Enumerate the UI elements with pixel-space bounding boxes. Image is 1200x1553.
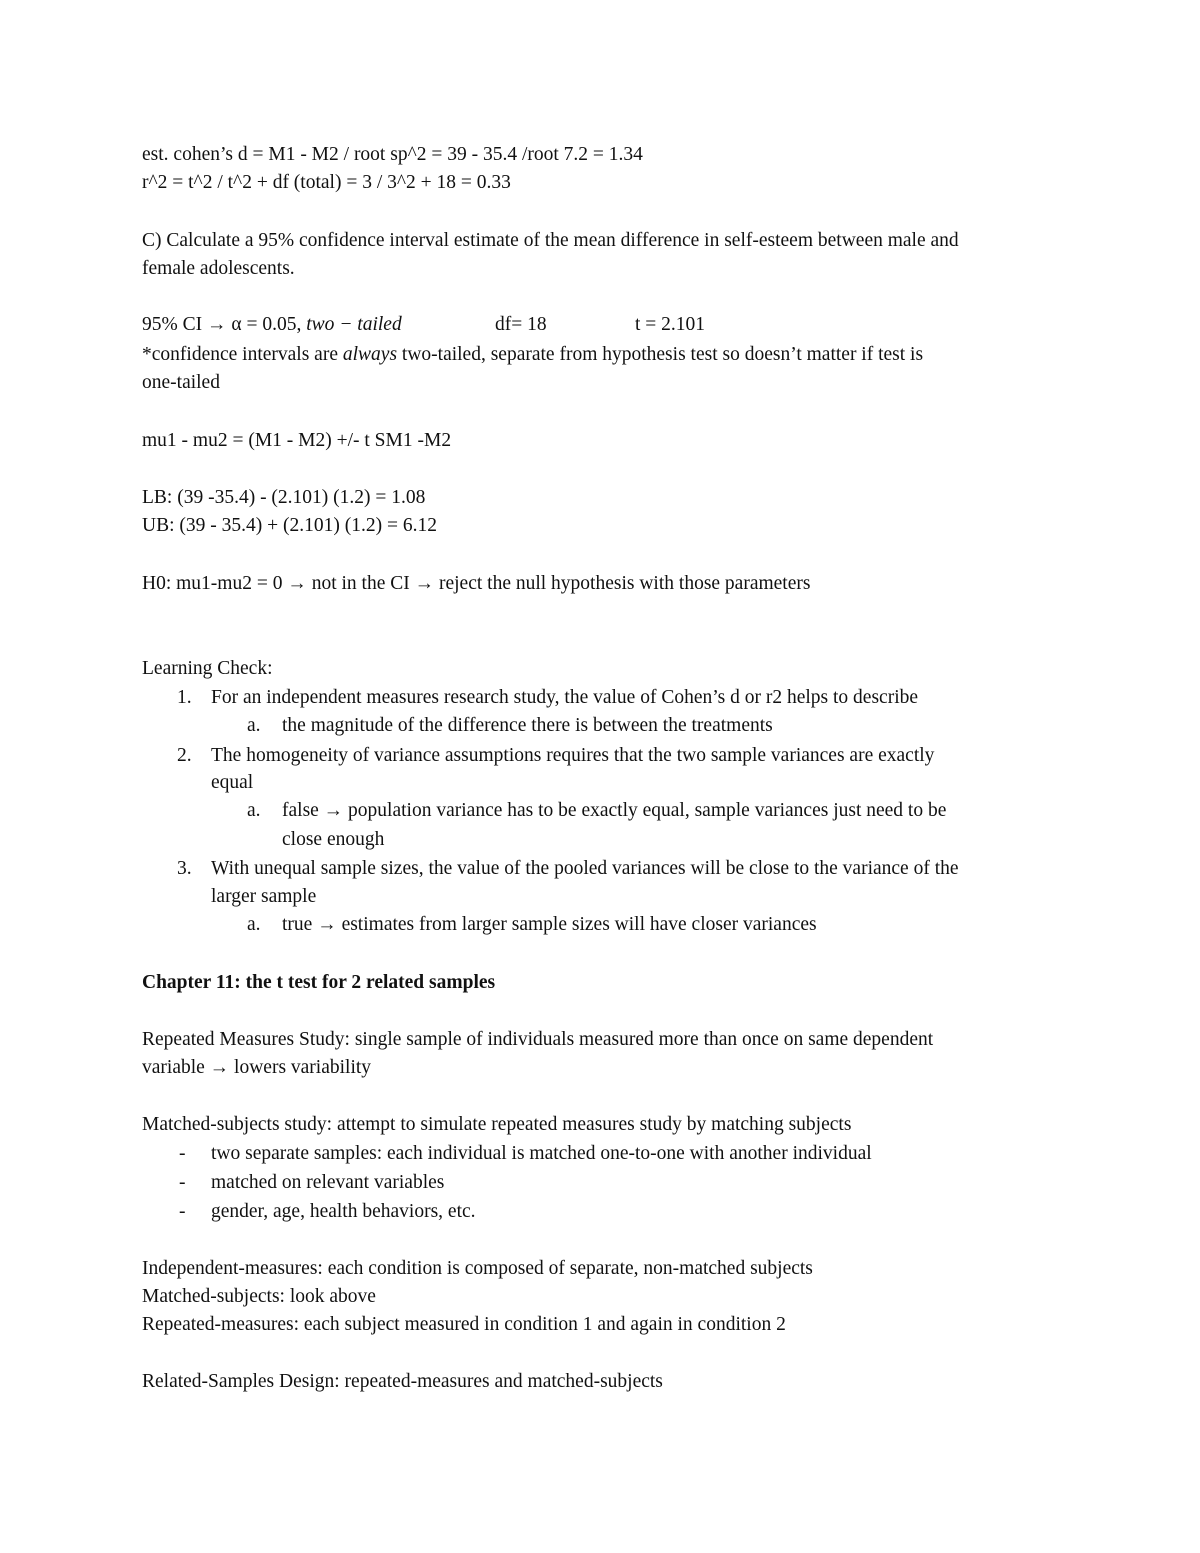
ci-formula: mu1 - mu2 = (M1 - M2) +/- t SM1 -M2 <box>142 430 452 451</box>
chapter-heading: Chapter 11: the t test for 2 related samples <box>142 972 496 993</box>
list-number: 2. <box>177 745 192 766</box>
list-item-text: The homogeneity of variance assumptions requires that the two sample variances are exactly <box>211 745 935 766</box>
ci-note-prefix: *confidence intervals are <box>142 344 343 365</box>
ci-note-line1 <box>142 345 923 365</box>
lower-bound: LB: (39 -35.4) - (2.101) (1.2) = 1.08 <box>142 487 426 508</box>
related-samples-definition: Related-Samples Design: repeated-measures and matched-subjects <box>142 1371 663 1392</box>
dash-bullet: - <box>179 1201 186 1222</box>
ci-alpha: 95% CI → α = 0.05, <box>142 314 302 335</box>
sub-list-item-text: close enough <box>282 829 385 850</box>
repeated-measures-definition-line2: variable → lowers variability <box>142 1057 372 1078</box>
null-hypothesis-line: H0: mu1-mu2 = 0 → not in the CI → reject the null hypothesis with those parameters <box>142 573 811 594</box>
bullet-item: matched on relevant variables <box>211 1172 445 1193</box>
independent-measures-definition: Independent-measures: each condition is composed of separate, non-matched subjects <box>142 1258 813 1279</box>
part-c-question-line1: C) Calculate a 95% confidence interval estimate of the mean difference in self-esteem between male and <box>142 230 959 251</box>
r-squared-line: r^2 = t^2 / t^2 + df (total) = 3 / 3^2 + 18 = 0.33 <box>142 172 511 193</box>
sub-list-letter: a. <box>247 914 261 935</box>
learning-check-heading: Learning Check: <box>142 658 273 679</box>
upper-bound: UB: (39 - 35.4) + (2.101) (1.2) = 6.12 <box>142 515 437 536</box>
list-item-text: For an independent measures research study, the value of Cohen’s d or r2 helps to describe <box>211 687 919 708</box>
cohens-d-line: est. cohen’s d = M1 - M2 / root sp^2 = 39 - 35.4 /root 7.2 = 1.34 <box>142 144 643 165</box>
sub-list-letter: a. <box>247 800 261 821</box>
matched-subjects-heading: Matched-subjects study: attempt to simulate repeated measures study by matching subjects <box>142 1114 852 1135</box>
ci-note-emphasis: always <box>342 344 398 365</box>
bullet-item: two separate samples: each individual is matched one-to-one with another individual <box>211 1143 872 1164</box>
list-item-text: larger sample <box>211 886 317 907</box>
sub-list-item-text: the magnitude of the difference there is between the treatments <box>282 715 773 736</box>
ci-df: df= 18 <box>495 314 547 335</box>
repeated-measures-definition-line1: Repeated Measures Study: single sample of individuals measured more than once on same dependent <box>142 1029 934 1050</box>
ci-parameters-line <box>142 315 402 335</box>
ci-tail: two − tailed <box>306 314 402 335</box>
list-item-text: equal <box>211 772 254 793</box>
ci-t: t = 2.101 <box>635 314 706 335</box>
ci-note-line2: one-tailed <box>142 372 220 393</box>
ci-note-rest: two-tailed, separate from hypothesis test so doesn’t matter if test is <box>397 344 924 365</box>
dash-bullet: - <box>179 1143 186 1164</box>
sub-list-item-text: false → population variance has to be exactly equal, sample variances just need to be <box>282 800 947 821</box>
sub-list-letter: a. <box>247 715 261 736</box>
part-c-question-line2: female adolescents. <box>142 258 295 279</box>
sub-list-item-text: true → estimates from larger sample sizes will have closer variances <box>282 914 817 935</box>
repeated-measures-definition: Repeated-measures: each subject measured in condition 1 and again in condition 2 <box>142 1314 786 1335</box>
matched-subjects-definition: Matched-subjects: look above <box>142 1286 376 1307</box>
list-item-text: With unequal sample sizes, the value of the pooled variances will be close to the variance of the <box>211 858 959 879</box>
list-number: 1. <box>177 687 192 708</box>
list-number: 3. <box>177 858 192 879</box>
dash-bullet: - <box>179 1172 186 1193</box>
bullet-item: gender, age, health behaviors, etc. <box>211 1201 476 1222</box>
